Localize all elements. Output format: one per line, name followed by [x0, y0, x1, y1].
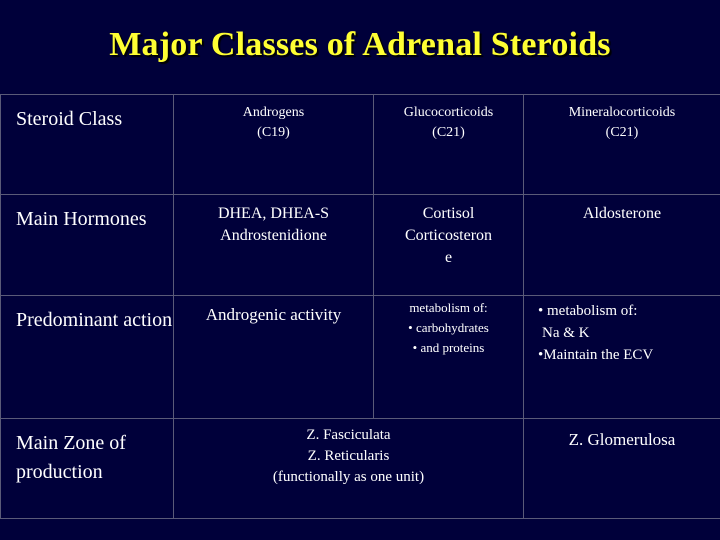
row-header-line: Main Zone of	[16, 432, 126, 454]
cell-line: • carbohydrates	[408, 320, 489, 335]
table-row-main-hormones	[1, 195, 720, 296]
row-header-line: Predominant	[16, 309, 119, 331]
cell-line: Z. Fasciculata	[306, 427, 391, 443]
table-row-steroid-class	[1, 95, 720, 195]
cell-line: DHEA, DHEA-S	[217, 205, 330, 222]
row-header-predominant-action	[1, 296, 174, 419]
cell-androgens-class	[174, 95, 374, 195]
cell-line: (functionally as one unit)	[272, 469, 425, 485]
cell-mineralocorticoids-action	[524, 296, 720, 419]
cell-line: Androgenic activity	[205, 305, 342, 324]
cell-line: Corticosteron	[404, 227, 493, 244]
cell-line: •Maintain the ECV	[538, 347, 654, 363]
slide-title: Major Classes of Adrenal Steroids	[109, 26, 611, 63]
cell-line: • and proteins	[412, 340, 485, 355]
cell-line: (C19)	[257, 125, 290, 140]
cell-mineralocorticoids-hormones	[524, 195, 720, 296]
steroid-table	[0, 94, 720, 519]
table-row-main-zone	[1, 419, 720, 519]
row-header-steroid-class	[1, 95, 174, 195]
cell-androgens-hormones	[174, 195, 374, 296]
row-header-label: Steroid Class	[16, 108, 123, 130]
cell-line: Na & K	[542, 325, 590, 341]
cell-glucocorticoids-action	[374, 296, 524, 419]
cell-line: Aldosterone	[582, 205, 662, 222]
cell-line: • metabolism of:	[538, 303, 638, 319]
cell-line: metabolism of:	[409, 300, 488, 315]
cell-androgens-action	[174, 296, 374, 419]
row-header-line: production	[16, 461, 103, 483]
cell-glucocorticoids-class	[374, 95, 524, 195]
cell-line: e	[444, 249, 453, 266]
cell-line: Androgens	[242, 105, 305, 120]
table-row-predominant-action	[1, 296, 720, 419]
cell-line: Z. Glomerulosa	[568, 430, 676, 449]
cell-line: (C21)	[432, 125, 465, 140]
cell-glucocorticoids-hormones	[374, 195, 524, 296]
cell-line: Mineralocorticoids	[568, 105, 676, 120]
cell-zone-glomerulosa	[524, 419, 720, 519]
row-header-main-hormones	[1, 195, 174, 296]
row-header-line: Hormones	[63, 208, 147, 230]
cell-line: Androstenidione	[220, 227, 327, 244]
cell-line: Glucocorticoids	[403, 105, 494, 120]
cell-line: (C21)	[605, 125, 639, 140]
cell-line: Z. Reticularis	[307, 448, 390, 464]
row-header-main-zone	[1, 419, 174, 519]
row-header-line: Main	[16, 208, 59, 230]
row-header-line: action	[123, 309, 173, 331]
cell-zone-fasciculata-reticularis	[174, 419, 524, 519]
cell-line: Cortisol	[422, 205, 475, 222]
cell-mineralocorticoids-class	[524, 95, 720, 195]
